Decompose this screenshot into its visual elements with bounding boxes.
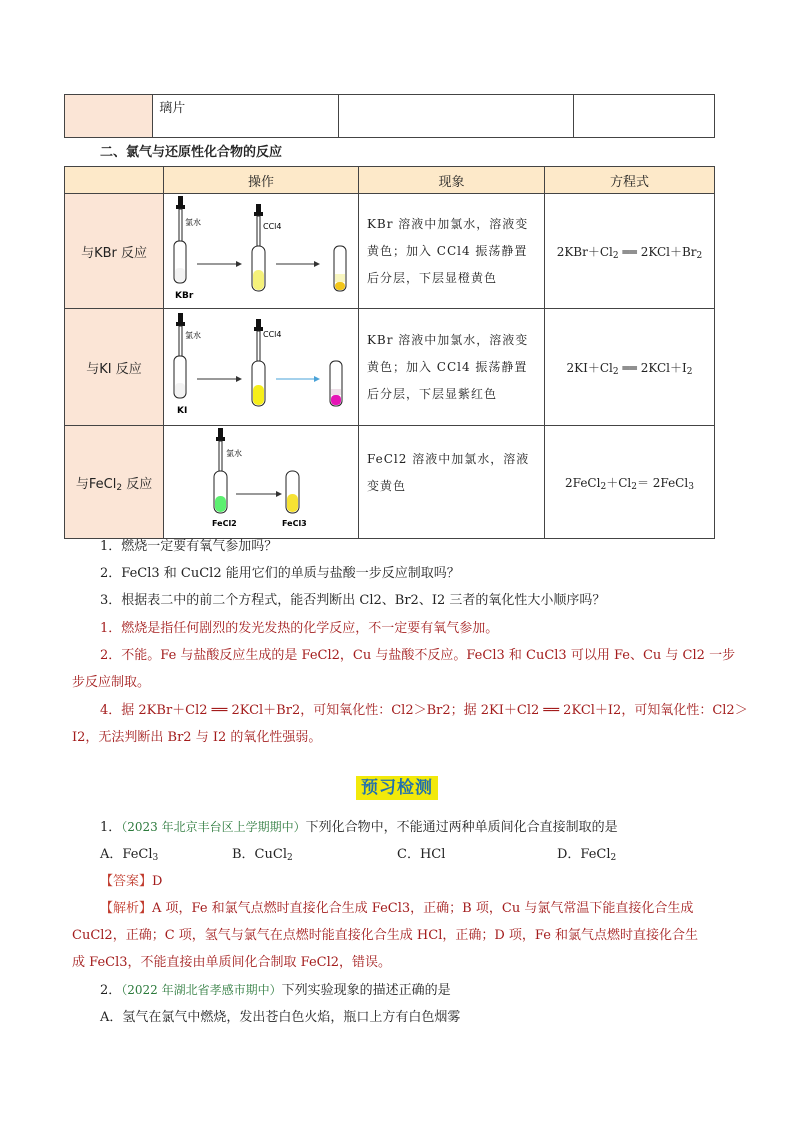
preview-title: 预习检测 [356,776,438,800]
row-label: 与FeCl$_2$ 反应 [65,426,164,539]
answer-4: 4．据 2KBr＋Cl2 ══ 2KCl＋Br2，可知氧化性：Cl2＞Br2；据 2KI＋Cl2 ══ 2KCl＋I2，可知氧化性：Cl2＞ [100,703,748,718]
header-phenomenon: 现象 [358,167,544,194]
equation-text: $2FeCl_2+Cl_2=$ 2FeCl$_3$ [544,426,714,539]
equation-text: $2KBr+Cl_2$ ══ $2KCl+Br_2$ [544,194,714,309]
table-row [65,309,715,426]
top-table-cell [338,95,573,138]
question-source: （2022 年湖北省孝感市期中） [121,983,282,997]
tube-label: FeCl2 [212,519,237,528]
fecl2-diagram [164,426,356,534]
tube-label: KI [177,406,188,416]
answer-4-cont: I2，无法判断出 Br2 与 I2 的氧化性强弱。 [72,730,322,745]
reaction-table [64,166,715,539]
experiment-diagram [164,426,359,539]
ki-diagram [164,309,356,421]
header-operation: 操作 [164,167,359,194]
experiment-diagram [164,194,359,309]
answer-value: D [152,874,163,889]
preview-q2: 2．（2022 年湖北省孝感市期中）下列实验现象的描述正确的是 [100,983,451,998]
row-label: 与KBr 反应 [65,194,164,309]
top-table-cell [574,95,715,138]
dropper-label: CCl4 [263,330,282,339]
analysis-tag: 【解析】 [100,901,153,916]
question-2: 2．FeCl3 和 CuCl2 能用它们的单质与盐酸一步反应制取吗？ [100,566,460,581]
experiment-diagram [164,309,359,426]
option-c: C．HCl [397,847,446,862]
top-table-cell [65,95,153,138]
question-1: 1．燃烧一定要有氧气参加吗？ [100,539,278,554]
dropper-label: 氯水 [185,331,202,340]
tube-label: FeCl3 [282,519,307,528]
phenomenon-text: FeCl2 溶液中加氯水，溶液变黄色 [358,426,544,539]
top-table-text: 璃片 [153,95,339,138]
preview-q1: 1．（2023 年北京丰台区上学期期中）下列化合物中，不能通过两种单质间化合直接制取的是 [100,820,618,835]
header-blank [65,167,164,194]
answer-2-cont: 步反应制取。 [72,675,151,690]
table-row [65,426,715,539]
section-title: 二、氯气与还原性化合物的反应 [100,145,283,160]
header-equation: 方程式 [544,167,714,194]
question-3: 3．根据表二中的前二个方程式，能否判断出 Cl2、Br2、I2 三者的氧化性大小顺序吗？ [100,593,606,608]
equation-text: $2KI+Cl_2$ ══ $2KCl+I_2$ [544,309,714,426]
question-stem: 下列实验现象的描述正确的是 [281,983,451,998]
answer-tag: 【答案】 [100,874,153,889]
q2-option-a: A．氢气在氯气中燃烧，发出苍白色火焰，瓶口上方有白色烟雾 [100,1010,461,1025]
tube-label: KBr [175,291,194,301]
dropper-label: 氯水 [185,218,202,227]
analysis-line-3: 成 FeCl3，不能直接由单质间化合制取 FeCl2，错误。 [72,955,392,970]
option-b: B．CuCl$_2$ [232,847,293,863]
option-d: D．FeCl$_2$ [557,847,617,863]
question-stem: 下列化合物中，不能通过两种单质间化合直接制取的是 [305,820,618,835]
phenomenon-text: KBr 溶液中加氯水，溶液变黄色；加入 CCl4 振荡静置后分层，下层显橙黄色 [358,194,544,309]
answer-1: 1．燃烧是指任何剧烈的发光发热的化学反应，不一定要有氧气参加。 [100,621,499,636]
kbr-diagram [164,194,356,304]
top-table [64,94,715,138]
table-row [65,194,715,309]
answer-2: 2．不能。Fe 与盐酸反应生成的是 FeCl2，Cu 与盐酸不反应。FeCl3 和 CuCl3 可以用 Fe、Cu 与 Cl2 一步 [100,648,736,663]
option-a: A．FeCl$_3$ [100,847,159,863]
analysis-line-2: CuCl2，正确；C 项，氢气与氯气在点燃时能直接化合生成 HCl，正确；D 项，Fe 和氯气点燃时直接化合生 [72,928,699,943]
dropper-label: 氯水 [226,449,243,458]
dropper-label: CCl4 [263,222,282,231]
phenomenon-text: KBr 溶液中加氯水，溶液变黄色；加入 CCl4 振荡静置后分层，下层显紫红色 [358,309,544,426]
row-label: 与KI 反应 [65,309,164,426]
question-source: （2023 年北京丰台区上学期期中） [121,820,306,834]
analysis-line-1: 【解析】A 项，Fe 和氯气点燃时直接化合生成 FeCl3，正确；B 项，Cu 与氯气常温下能直接化合生成 [100,901,694,916]
answer-line [100,870,162,889]
